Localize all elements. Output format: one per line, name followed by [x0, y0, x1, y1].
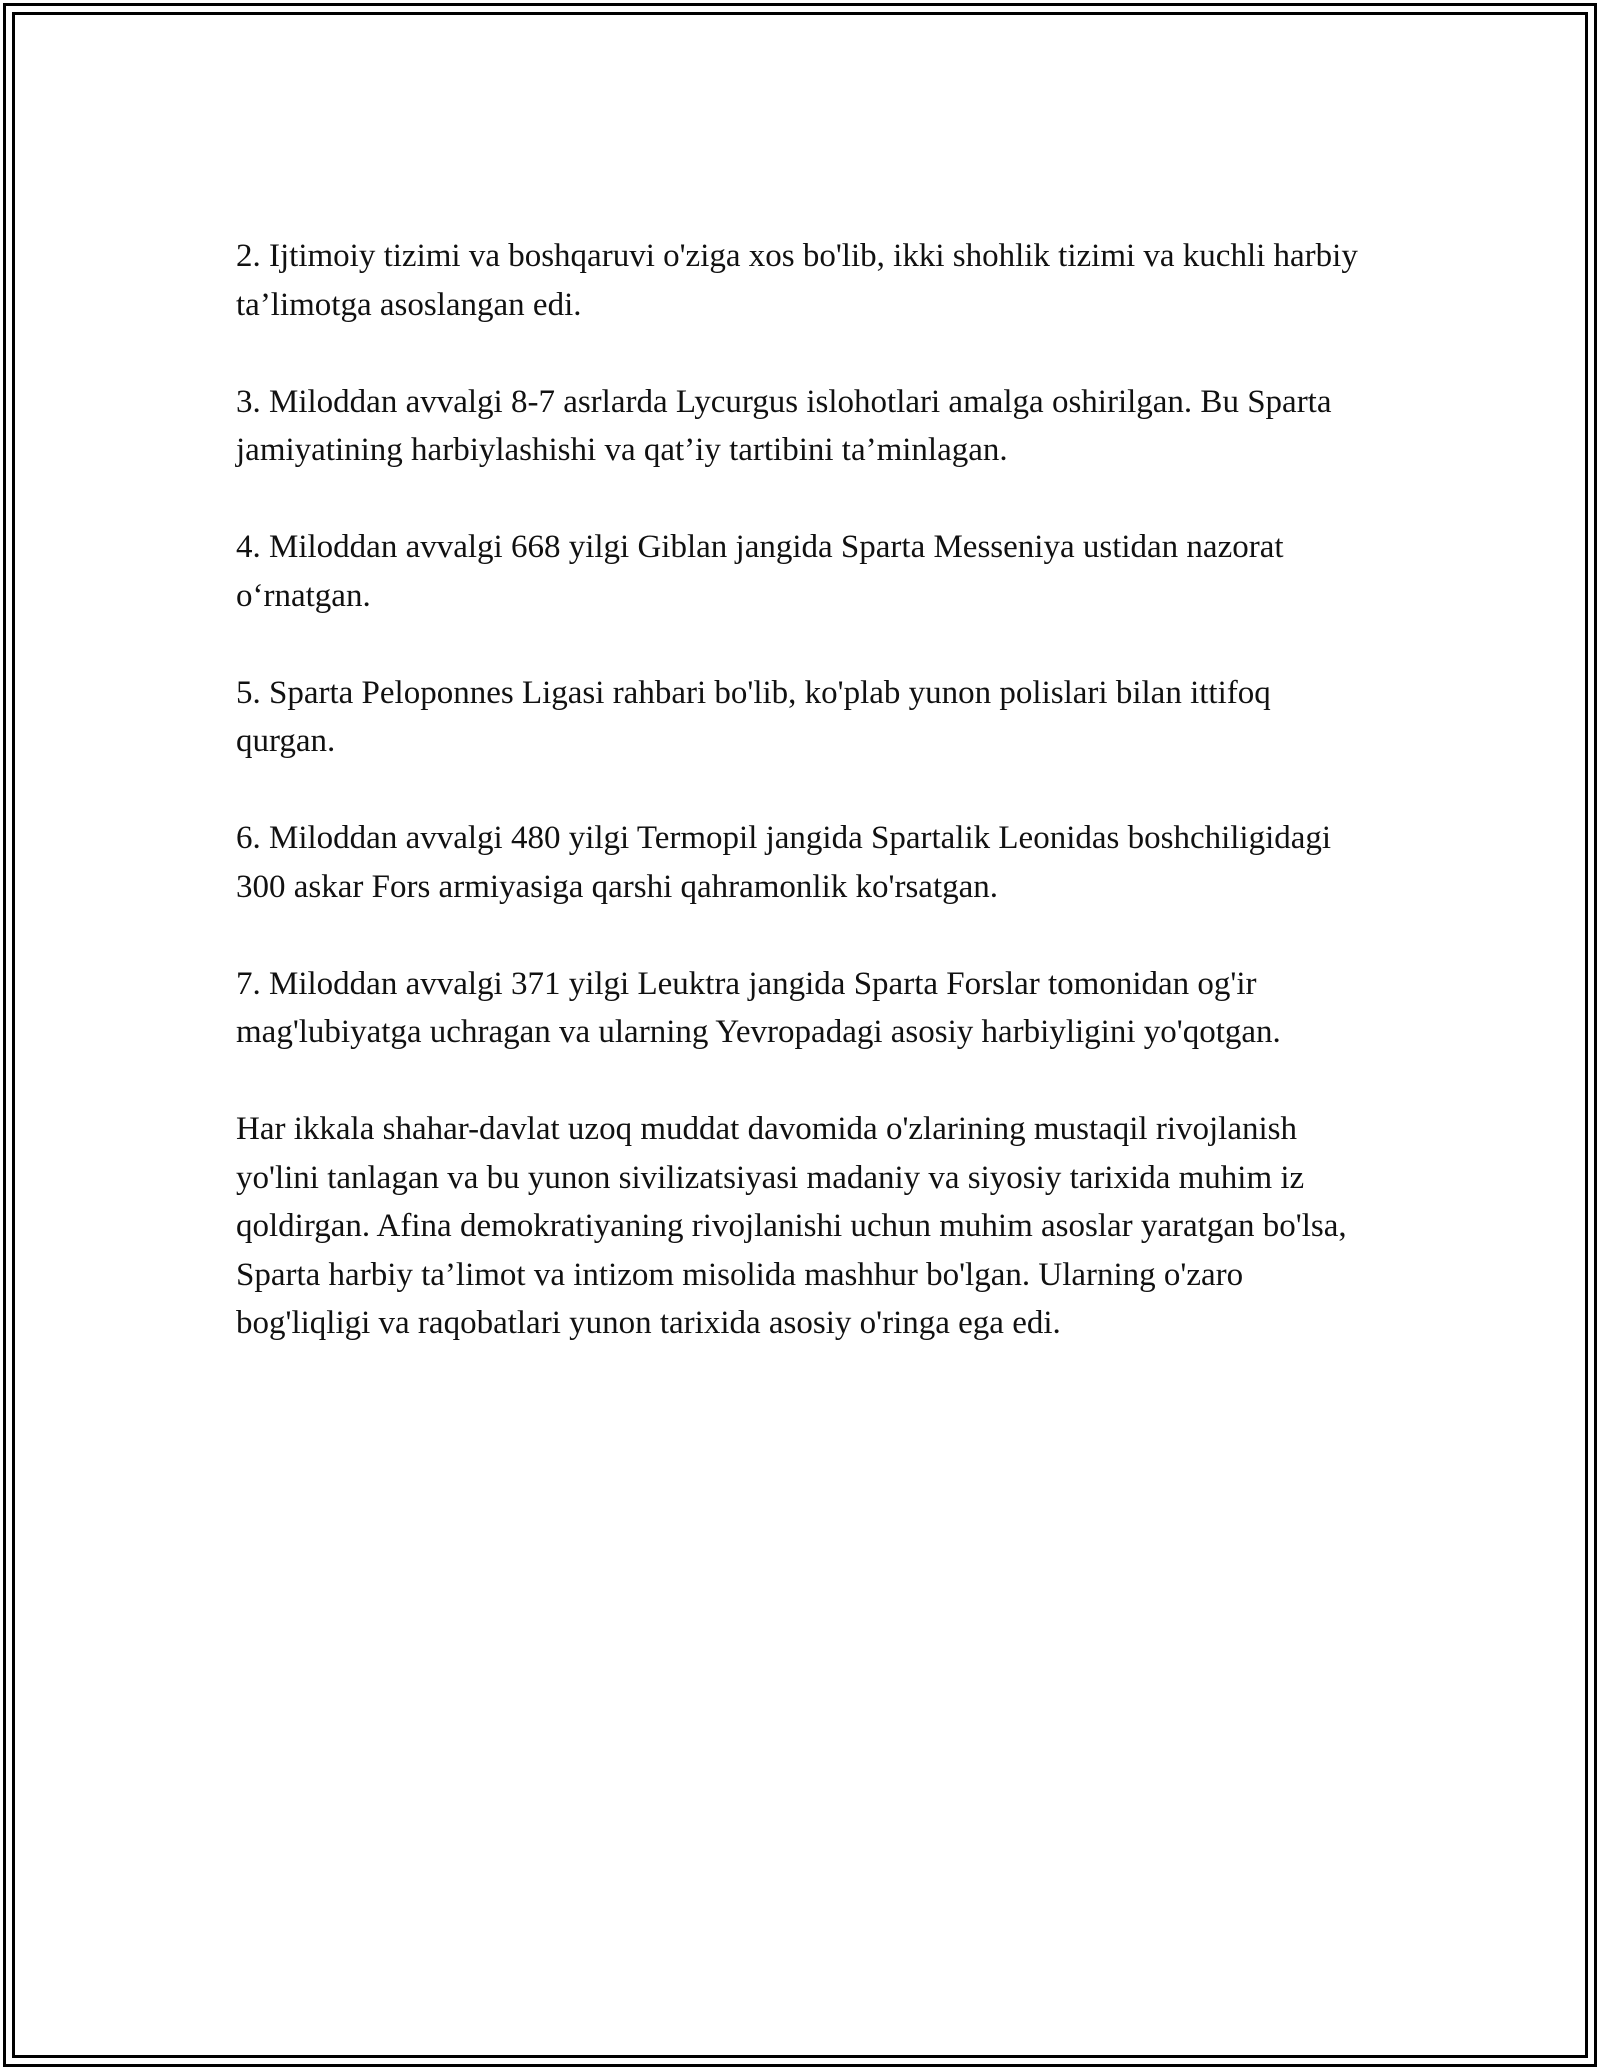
document-body	[236, 232, 1376, 1396]
paragraph-item-4: 4. Miloddan avvalgi 668 yilgi Giblan jangida Sparta Messeniya ustidan nazorat o‘rnatgan.	[236, 529, 1284, 614]
paragraph-item-5: 5. Sparta Peloponnes Ligasi rahbari bo'lib, ko'plab yunon polislari bilan ittifoq qurgan.	[236, 674, 1271, 759]
conclusion-paragraph: Har ikkala shahar-davlat uzoq muddat davomida o'zlarining mustaqil rivojlanish yo'lini tanlagan va bu yunon sivilizatsiyasi madaniy va siyosiy tarixida muhim iz qoldirgan. Afina demokratiyaning rivojlanishi uchun muhim asoslar yaratgan bo'lsa, Sparta harbiy ta’limot va intizom misolida mashhur bo'lgan. Ularning o'zaro bog'liqligi va raqobatlari yunon tarixida asosiy o'ringa ega edi.	[236, 1111, 1347, 1341]
paragraph-item-6: 6. Miloddan avvalgi 480 yilgi Termopil jangida Spartalik Leonidas boshchiligidagi 300 askar Fors armiyasiga qarshi qahramonlik ko'rsatgan.	[236, 820, 1332, 905]
paragraph-item-3: 3. Miloddan avvalgi 8-7 asrlarda Lycurgus islohotlari amalga oshirilgan. Bu Sparta jamiyatining harbiylashishi va qat’iy tartibini ta’minlagan.	[236, 383, 1332, 468]
paragraph-item-2: 2. Ijtimoiy tizimi va boshqaruvi o'ziga xos bo'lib, ikki shohlik tizimi va kuchli harbiy ta’limotga asoslangan edi.	[236, 238, 1358, 323]
paragraph-item-7: 7. Miloddan avvalgi 371 yilgi Leuktra jangida Sparta Forslar tomonidan og'ir mag'lubiyatga uchragan va ularning Yevropadagi asosiy harbiyligini yo'qotgan.	[236, 965, 1281, 1050]
